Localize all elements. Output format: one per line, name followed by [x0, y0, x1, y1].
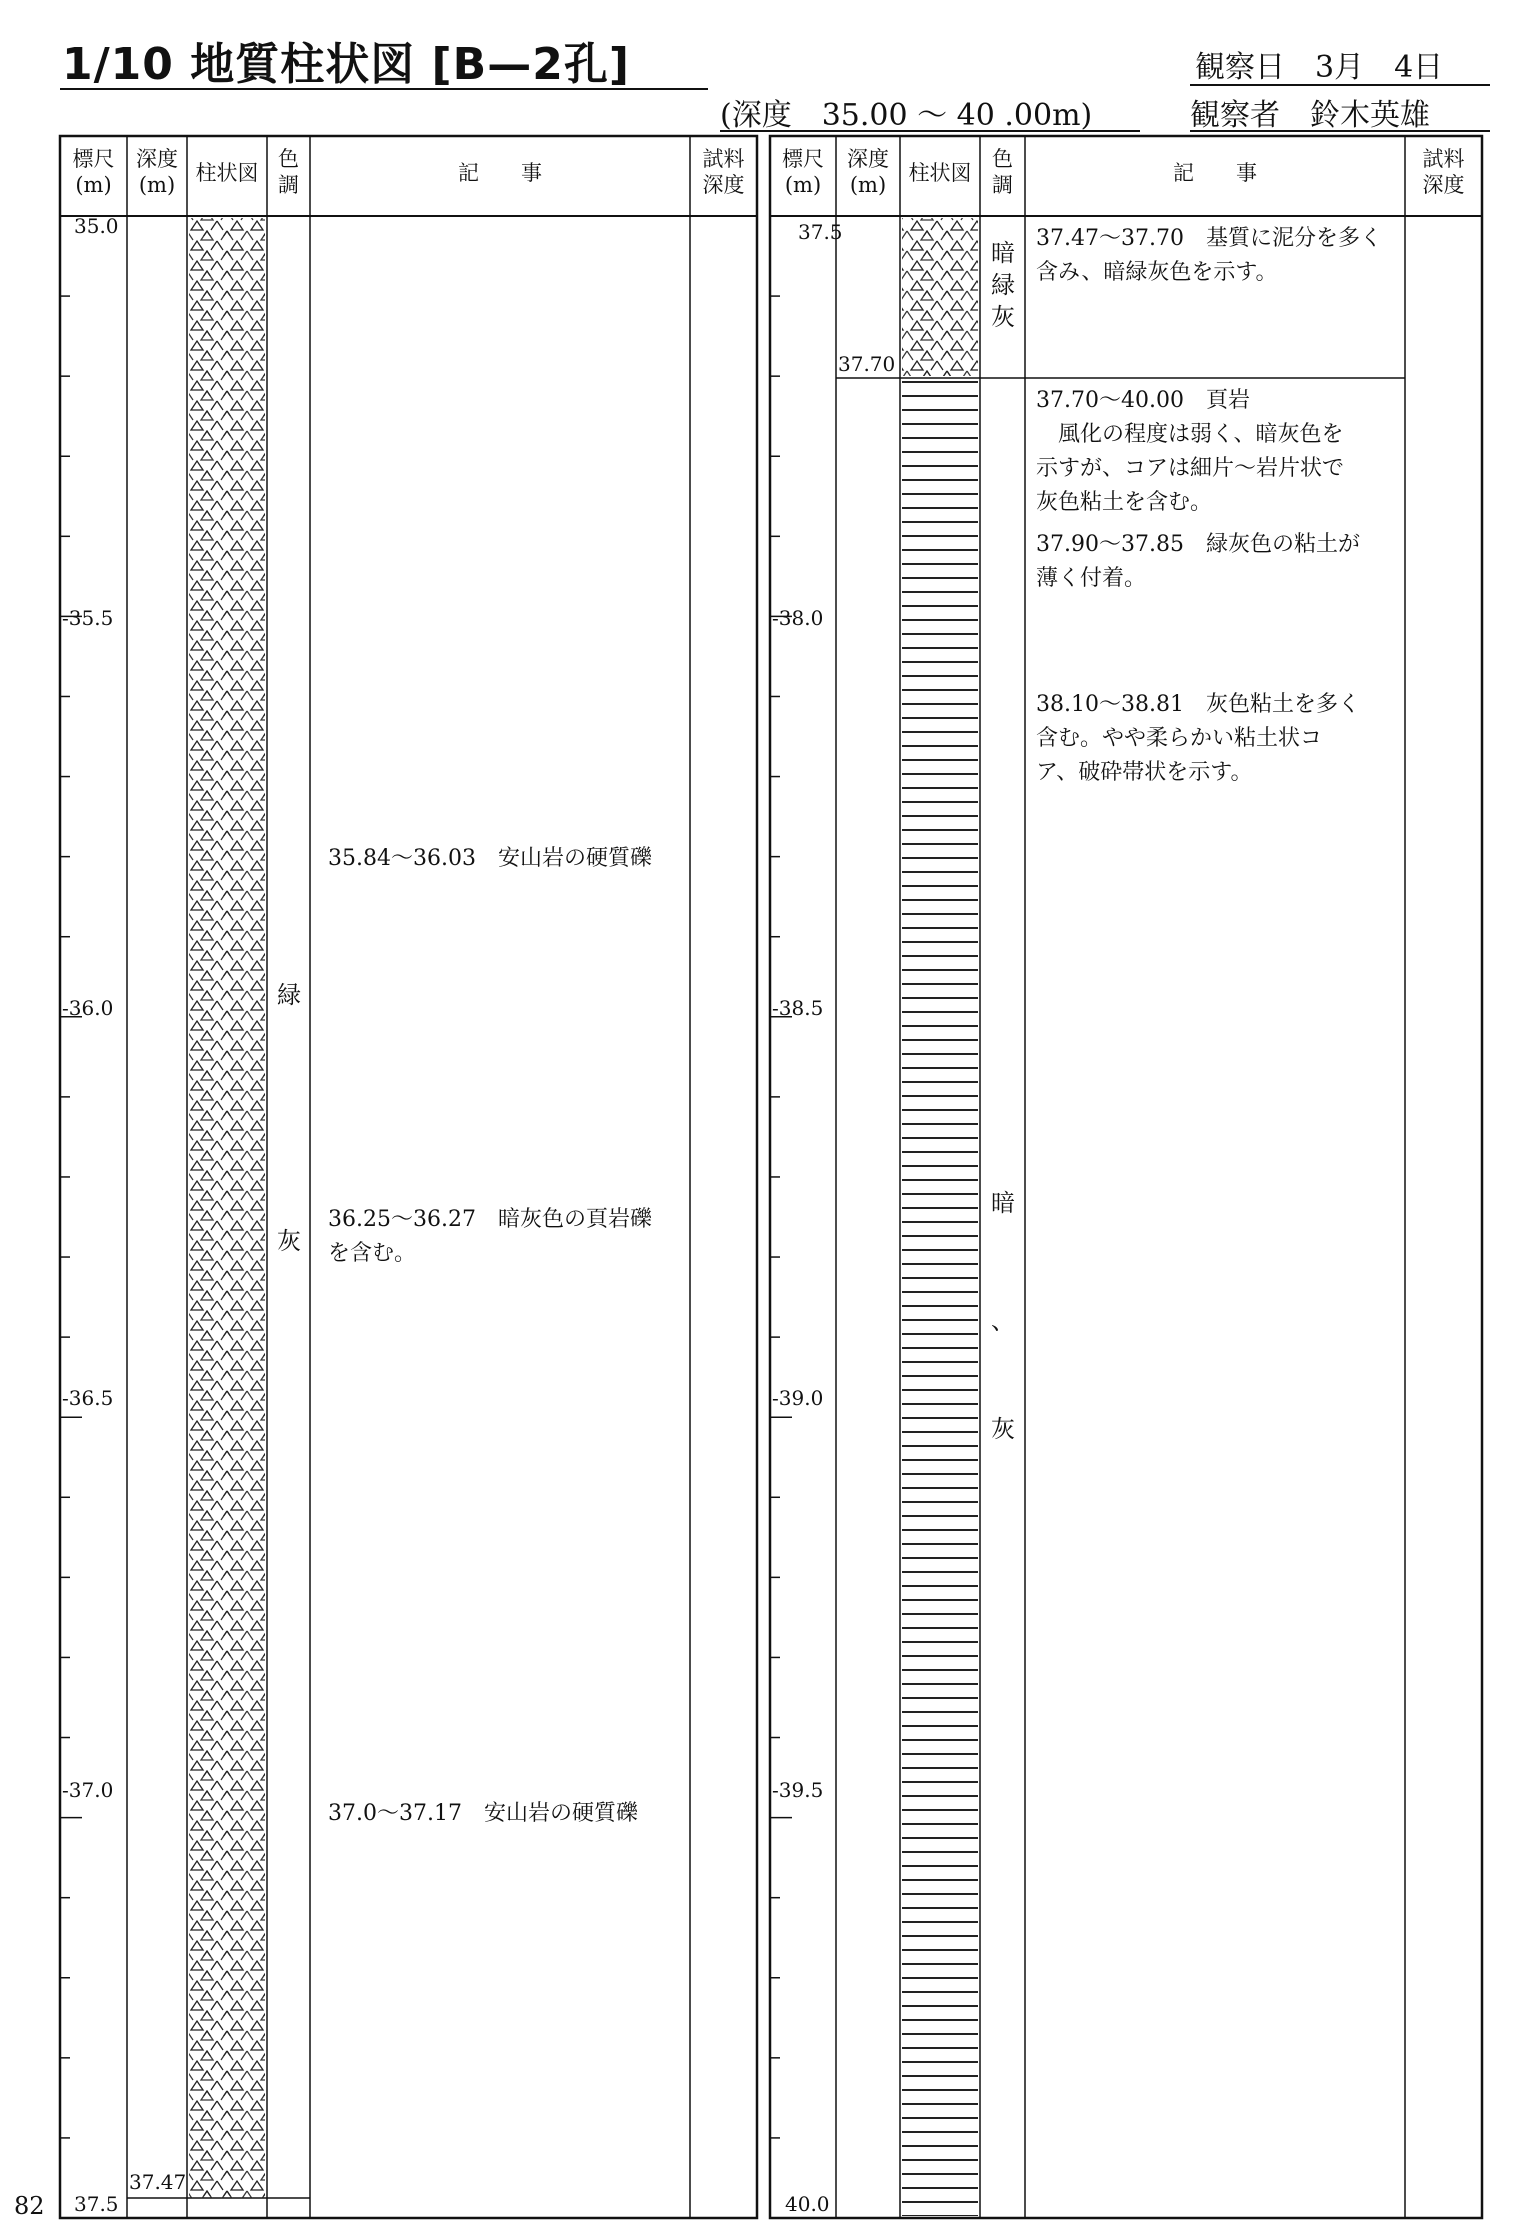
scale-label: -39.5: [772, 1778, 824, 1802]
sample-header-left: 試料 深度: [702, 147, 745, 197]
scale-label: 37.5: [74, 2192, 119, 2216]
notes-header-right: 記 事: [1173, 161, 1257, 185]
scale-label: -39.0: [772, 1386, 824, 1410]
scale-header-left: 標尺 (m): [72, 147, 115, 197]
page-number: 82: [14, 2192, 45, 2220]
sample-header-right: 試料 深度: [1422, 147, 1465, 197]
depth-header-left: 深度 (m): [136, 147, 178, 197]
depth-range: (深度 35.00 ～ 40 .00m): [720, 98, 1093, 133]
color-char: 緑: [277, 981, 301, 1009]
notes-header-left: 記 事: [458, 161, 542, 185]
note: 37.47～37.70 基質に泥分を多く 含み、暗緑灰色を示す。: [1036, 226, 1382, 285]
scale-label: 35.0: [74, 214, 119, 238]
color-header-right: 色 調: [992, 147, 1013, 197]
scale-label: -38.5: [772, 996, 824, 1020]
scale-label: -38.0: [772, 606, 824, 630]
color-char: 暗: [991, 239, 1015, 267]
note: 37.90～37.85 緑灰色の粘土が 薄く付着。: [1036, 532, 1360, 591]
color-char: 灰: [277, 1227, 301, 1255]
scale-label: 37.5: [798, 220, 843, 244]
note: 38.10～38.81 灰色粘土を多く 含む。やや柔らかい粘土状コ ア、破砕帯状を示す。: [1036, 692, 1360, 785]
note: 37.70～40.00 頁岩 風化の程度は弱く、暗灰色を 示すが、コアは細片～岩片状で 灰色粘土を含む。: [1036, 388, 1345, 515]
depth-label: 37.47: [129, 2170, 187, 2194]
scale-label: -36.5: [62, 1386, 114, 1410]
scale-label: 40.0: [785, 2192, 830, 2216]
scale-label: -35.5: [62, 606, 114, 630]
page-title: 1/10 地質柱状図 [B—2孔]: [62, 39, 630, 90]
color-char: 緑: [991, 271, 1015, 299]
observer: 観察者 鈴木英雄: [1190, 98, 1430, 133]
observation-date: 観察日 3月 4日: [1195, 50, 1444, 85]
depth-header-right: 深度 (m): [847, 147, 889, 197]
note: 36.25～36.27 暗灰色の頁岩礫 を含む。: [328, 1207, 652, 1266]
color-char: 灰: [991, 303, 1015, 331]
note: 37.0～37.17 安山岩の硬質礫: [328, 1801, 638, 1826]
scale-label: -37.0: [62, 1778, 114, 1802]
color-char: 暗: [991, 1189, 1015, 1217]
column-header-left: 柱状図: [195, 161, 259, 185]
scale-label: -36.0: [62, 996, 114, 1020]
color-char: 灰: [991, 1415, 1015, 1443]
note: 35.84～36.03 安山岩の硬質礫: [328, 846, 652, 871]
color-header-left: 色 調: [278, 147, 299, 197]
color-char: 、: [991, 1307, 1015, 1335]
scale-header-right: 標尺 (m): [782, 147, 824, 197]
column-header-right: 柱状図: [908, 161, 972, 185]
depth-label: 37.70: [838, 352, 896, 376]
